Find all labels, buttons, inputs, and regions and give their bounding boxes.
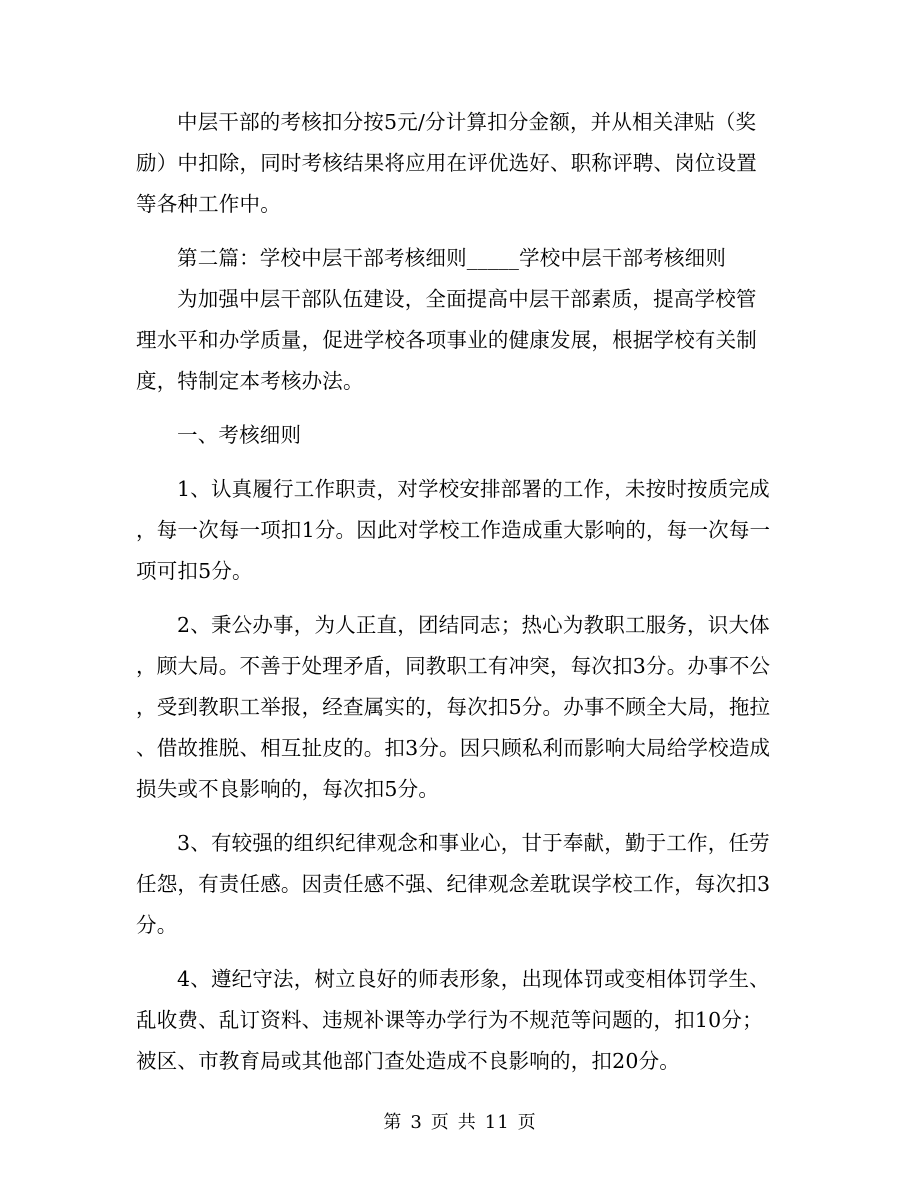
footer-page-word: 页 — [430, 1112, 450, 1133]
footer-current-page: 3 — [410, 1112, 423, 1133]
text-line: 1、认真履行工作职责，对学校安排部署的工作，未按时按质完成 — [177, 477, 770, 501]
text-line: 2、秉公办事，为人正直，团结同志；热心为教职工服务，识大体 — [177, 613, 770, 637]
footer-total-word: 共 — [457, 1112, 477, 1133]
footer-prefix: 第 — [383, 1112, 403, 1133]
text-line: 为加强中层干部队伍建设，全面提高中层干部素质，提高学校管 — [177, 287, 757, 311]
text-line: 项可扣5分。 — [136, 559, 253, 583]
footer-suffix: 页 — [517, 1112, 537, 1133]
text-line: 任怨，有责任感。因责任感不强、纪律观念差耽误学校工作，每次扣3 — [136, 872, 771, 896]
text-line: 分。 — [136, 913, 178, 937]
text-line: 乱收费、乱订资料、违规补课等办学行为不规范等问题的，扣10分； — [136, 1008, 763, 1032]
section-heading-rules — [136, 415, 786, 456]
text-line: 理水平和办学质量，促进学校各项事业的健康发展，根据学校有关制 — [136, 328, 757, 352]
document-body — [136, 102, 786, 1082]
text-line: 励）中扣除，同时考核结果将应用在评优选好、职称评聘、岗位设置 — [136, 151, 757, 175]
text-line: 等各种工作中。 — [136, 192, 281, 216]
paragraph-intro — [136, 279, 786, 402]
text-line: 一、考核细则 — [177, 423, 302, 447]
text-line: ，每一次每一项扣1分。因此对学校工作造成重大影响的，每一次每一 — [136, 518, 771, 542]
text-line: ，顾大局。不善于处理矛盾，同教职工有冲突，每次扣3分。办事不公 — [136, 654, 771, 678]
text-line: 第二篇：学校中层干部考核细则_____学校中层干部考核细则 — [177, 246, 727, 270]
text-line: 3、有较强的组织纪律观念和事业心，甘于奉献，勤于工作，任劳 — [177, 831, 770, 855]
text-line: 被区、市教育局或其他部门查处造成不良影响的，扣20分。 — [136, 1049, 680, 1073]
text-line: 4、遵纪守法，树立良好的师表形象，出现体罚或变相体罚学生、 — [177, 967, 770, 991]
page-footer — [0, 1112, 920, 1134]
paragraph-deduction-rule — [136, 102, 786, 225]
text-line: 损失或不良影响的，每次扣5分。 — [136, 777, 440, 801]
footer-total-pages: 11 — [484, 1112, 510, 1133]
rule-item-3 — [136, 823, 786, 946]
text-line: 、借故推脱、相互扯皮的。扣3分。因只顾私利而影响大局给学校造成 — [136, 736, 771, 760]
text-line: 中层干部的考核扣分按5元/分计算扣分金额，并从相关津贴（奖 — [177, 110, 757, 134]
text-line: 度，特制定本考核办法。 — [136, 369, 364, 393]
rule-item-4 — [136, 959, 786, 1082]
rule-item-2 — [136, 605, 786, 810]
section-heading-part-two — [136, 238, 786, 279]
rule-item-1 — [136, 469, 786, 592]
text-line: ，受到教职工举报，经查属实的，每次扣5分。办事不顾全大局，拖拉 — [136, 695, 771, 719]
